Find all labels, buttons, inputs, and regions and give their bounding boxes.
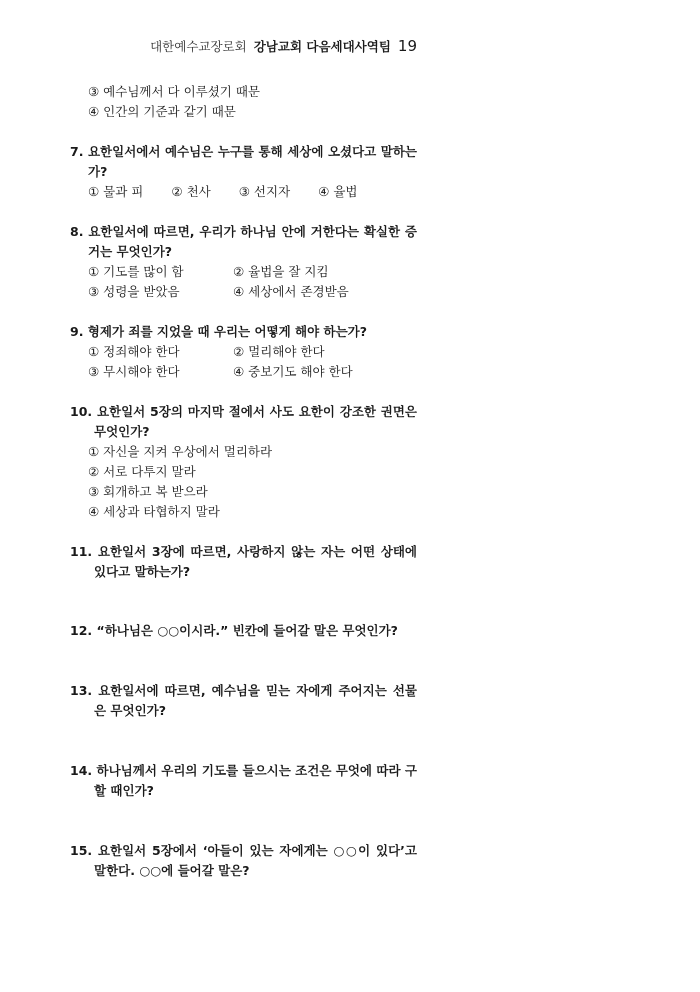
question-title: 9. 형제가 죄를 지었을 때 우리는 어떻게 해야 하는가? (70, 324, 368, 339)
question-title: 12. “하나님은 ○○이시라.” 빈칸에 들어갈 말은 무엇인가? (70, 623, 398, 638)
option: ② 서로 다투지 말라 (88, 464, 196, 479)
question-8 (70, 222, 417, 302)
page-header (150, 37, 417, 55)
question-title: 11. 요한일서 3장에 따르면, 사랑하지 않는 자는 어떤 상태에 있다고 말하는가? (70, 544, 417, 579)
question-9 (70, 322, 417, 382)
question-options (88, 182, 417, 202)
option: ③ 성령을 받았음 (88, 284, 180, 299)
question-15 (70, 841, 417, 881)
option: ③ 무시해야 한다 (88, 364, 180, 379)
option: ④ 중보기도 해야 한다 (233, 364, 353, 379)
question-14 (70, 761, 417, 801)
question-options (88, 442, 417, 522)
option: ④ 세상과 타협하지 말라 (88, 504, 220, 519)
question-7 (70, 142, 417, 202)
option: ② 율법을 잘 지킴 (233, 264, 329, 279)
option: ③ 예수님께서 다 이루셨기 때문 (88, 84, 261, 99)
header-org: 대한예수교장로회 (150, 39, 247, 54)
question-10 (70, 402, 417, 522)
question-title: 14. 하나님께서 우리의 기도를 들으시는 조건은 무엇에 따라 구할 때인가? (70, 763, 417, 798)
option: ④ 세상에서 존경받음 (233, 284, 349, 299)
question-title: 13. 요한일서에 따르면, 예수님을 믿는 자에게 주어지는 선물은 무엇인가? (70, 683, 417, 718)
question-11 (70, 542, 417, 582)
question-options (88, 262, 417, 302)
option: ② 멀리해야 한다 (233, 344, 325, 359)
question-title: 7. 요한일서에서 예수님은 누구를 통해 세상에 오셨다고 말하는가? (70, 144, 417, 179)
header-team: 강남교회 다음세대사역팀 (253, 39, 391, 54)
question-title: 8. 요한일서에 따르면, 우리가 하나님 안에 거한다는 확실한 증거는 무엇인가? (70, 224, 417, 259)
question-12 (70, 621, 417, 641)
option: ③ 회개하고 복 받으라 (88, 484, 208, 499)
continued-options (88, 82, 417, 122)
question-title: 15. 요한일서 5장에서 ‘아들이 있는 자에게는 ○○이 있다’고 말한다. ○○에 들어갈 말은? (70, 843, 417, 878)
option: ④ 율법 (318, 184, 358, 199)
option: ② 천사 (171, 184, 211, 199)
question-list (70, 82, 417, 881)
question-options (88, 342, 417, 382)
option: ① 물과 피 (88, 184, 144, 199)
option: ① 정죄해야 한다 (88, 344, 180, 359)
question-13 (70, 681, 417, 721)
option: ③ 선지자 (238, 184, 291, 199)
page-number: 19 (397, 37, 417, 55)
question-title: 10. 요한일서 5장의 마지막 절에서 사도 요한이 강조한 권면은 무엇인가? (70, 404, 417, 439)
option: ④ 인간의 기준과 같기 때문 (88, 104, 236, 119)
option: ① 기도를 많이 함 (88, 264, 184, 279)
option: ① 자신을 지켜 우상에서 멀리하라 (88, 444, 273, 459)
